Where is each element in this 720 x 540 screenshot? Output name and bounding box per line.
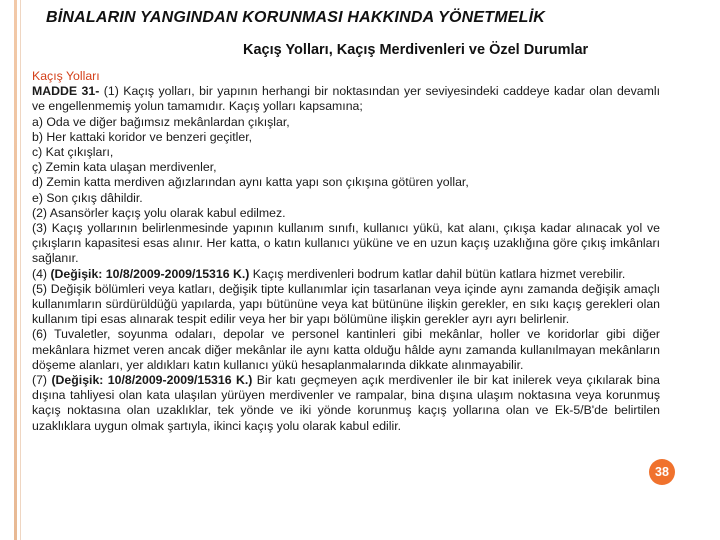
p7-prefix: (7) — [32, 373, 52, 388]
list-item: ç) Zemin kata ulaşan merdivenler, — [32, 160, 217, 175]
list-item: a) Oda ve diğer bağımsız mekânlardan çıkışlar, — [32, 114, 290, 129]
article-paragraph-5: (5) Değişik bölümleri veya katları, değişik tipte kullanımlar için tasarlanan veya içinde aynı zamanda değişik amaçlı kullanımların sürdürüldüğü yapılarda, yapı bütününe veya kat bütününe ilişkin gerekler, en sıkı kaçış gerekleri olan kullanım tipi esas alınarak tespit edilir veya her bir yapı bölümüne ilişkin gerekler ayrı ayrı belirlenir. — [32, 281, 660, 327]
article-paragraph-6: (6) Tuvaletler, soyunma odaları, depolar ve personel kantinleri gibi mekânlar, holler ve koridorlar gibi diğer mekânlara hizmet veren ancak diğer mekânlar ile aynı katta olduğu hâlde aynı zamanda kullanılmayan mekânların döşeme alanları, yer aldıkları katın kullanıcı yükü hesaplanmalarında dikkate alınmayabilir. — [32, 327, 660, 372]
page-number-badge: 38 — [649, 459, 675, 485]
section-title: Kaçış Yolları — [32, 69, 100, 83]
document-body — [32, 69, 660, 434]
p7-amendment: (Değişik: 10/8/2009-2009/15316 K.) — [51, 373, 253, 388]
list-item: d) Zemin katta merdiven ağızlarından aynı katta yapı son çıkışına götüren yollar, — [32, 175, 469, 190]
left-decorative-rule — [14, 0, 17, 540]
left-decorative-rule-thin — [20, 0, 21, 540]
article-paragraph-4 — [32, 267, 660, 282]
p4-prefix: (4) — [32, 266, 51, 281]
article-paragraph-3: (3) Kaçış yollarının belirlenmesinde yapının kullanım sınıfı, kullanıcı yükü, kat alanı, çıkışa kadar alınacak yol ve çıkışların kapasitesi esas alınır. Her katta, o katın kullanıcı yüküne ve en uzun kaçış uzaklığına göre çıkış imkânları sağlanır. — [32, 221, 660, 266]
article-paragraph-2: (2) Asansörler kaçış yolu olarak kabul edilmez. — [32, 205, 286, 220]
p7-text: Bir katı geçmeyen açık merdivenler ile bir kat inilerek veya çıkılarak bina dışına tahliyesi olan kata ulaşılan yürüyen merdivenler ve rampalar, bina dışına ulaşım noktasına veya korunmuş kaçış noktasına olan uzaklıklar, tek yönde ve iki yönde korunmuş kaçış yollarına olan ve Ek-5/B'de belirtilen uzaklıklara uygun olmak şartıyla, ikinci kaçış yolu olarak kabul edilir. — [32, 373, 660, 433]
list-item: c) Kat çıkışları, — [32, 145, 114, 160]
article-intro: (1) Kaçış yolları, bir yapının herhangi bir noktasından yer seviyesindeki caddeye kadar olan devamlı ve engellenmemiş yolun tamamıdır. Kaçış yolları kapsamına; — [32, 84, 661, 114]
p4-amendment: (Değişik: 10/8/2009-2009/15316 K.) — [50, 266, 250, 281]
page-subtitle: Kaçış Yolları, Kaçış Merdivenleri ve Özel Durumlar — [243, 42, 589, 58]
article-label: MADDE 31- — [32, 84, 100, 99]
page-title: BİNALARIN YANGINDAN KORUNMASI HAKKINDA YÖNETMELİK — [46, 9, 545, 26]
article-paragraph-7 — [32, 373, 660, 434]
list-item: e) Son çıkış dâhildir. — [32, 190, 143, 205]
article-paragraph-1 — [32, 84, 660, 114]
list-item: b) Her kattaki koridor ve benzeri geçitler, — [32, 129, 253, 144]
p4-text: Kaçış merdivenleri bodrum katlar dahil bütün katlara hizmet verebilir. — [249, 266, 626, 281]
